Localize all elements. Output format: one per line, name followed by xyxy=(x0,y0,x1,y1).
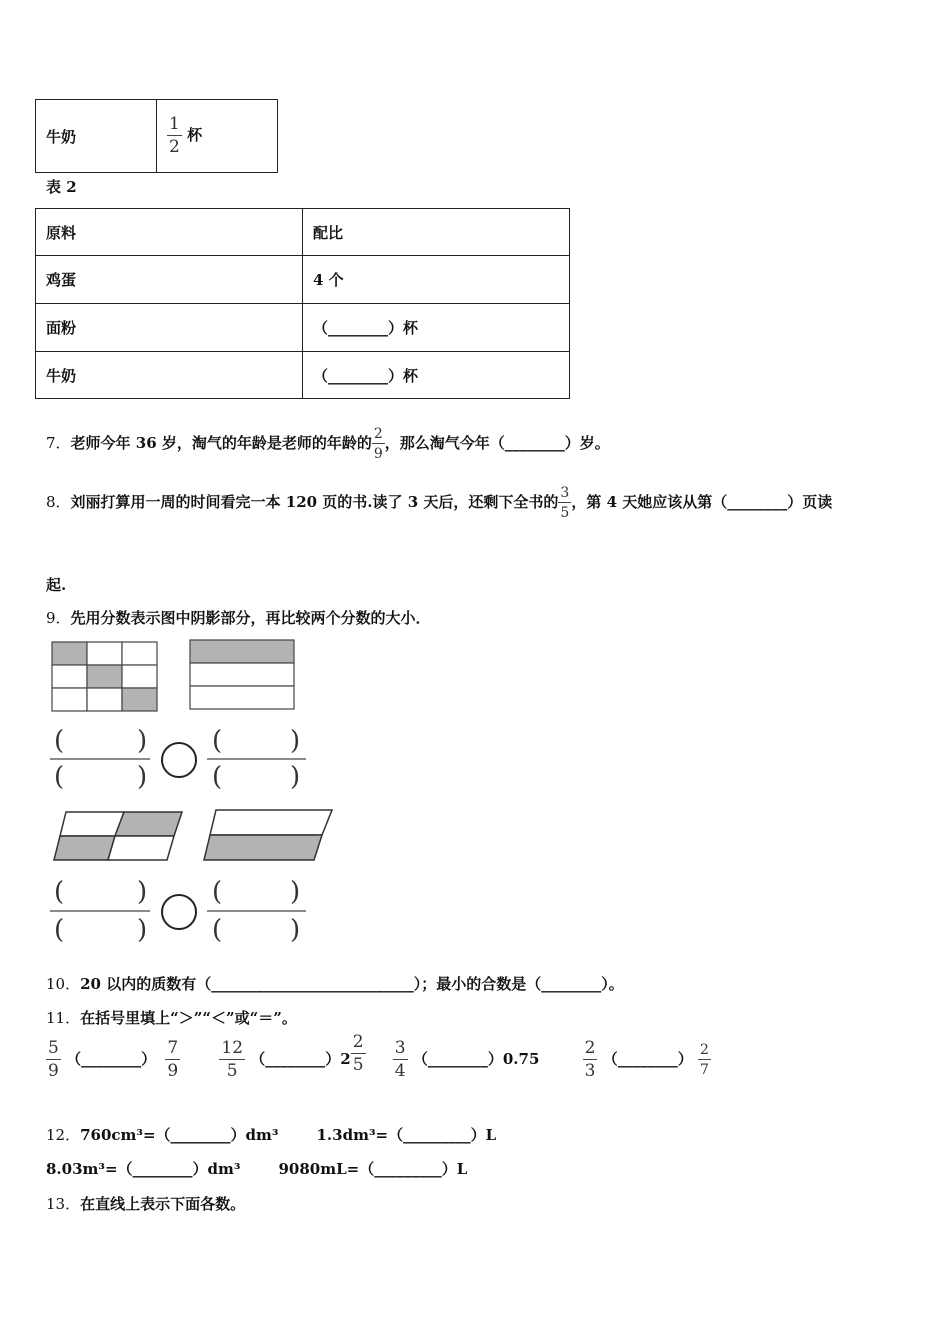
paren-open: ( xyxy=(54,915,65,945)
table-cell: 牛奶 xyxy=(36,100,157,173)
shaded-fraction-figure xyxy=(44,636,340,954)
table-header-cell: 配比 xyxy=(303,209,570,256)
paren-open: ( xyxy=(212,726,223,756)
paren-open: ( xyxy=(212,762,223,792)
paren-close: ) xyxy=(290,726,301,756)
paren-open: ( xyxy=(212,877,223,907)
paren-close: ) xyxy=(290,762,301,792)
table-cell: 牛奶 xyxy=(36,352,303,399)
shaded-cell xyxy=(122,688,157,711)
fraction: $\frac{2}{7}$ xyxy=(699,1042,709,1078)
cell xyxy=(87,688,122,711)
table-cell: $\frac{1}{2}$ 杯 xyxy=(157,100,278,173)
fraction: $\frac{1}{2}$ xyxy=(169,114,180,157)
table-2 xyxy=(35,208,570,399)
compare-row-2 xyxy=(50,877,306,945)
shaded-cell xyxy=(87,665,122,688)
paren-open: ( xyxy=(54,726,65,756)
paren-close: ) xyxy=(137,762,148,792)
question-12: 12．760cm³=（________）dm³ 1.3dm³=（_________）L xyxy=(46,1126,497,1144)
table-2-caption: 表 2 xyxy=(46,178,77,196)
paren-open: ( xyxy=(54,762,65,792)
paren-close: ) xyxy=(137,877,148,907)
cell xyxy=(60,812,124,836)
cell xyxy=(108,836,174,860)
cell xyxy=(87,642,122,665)
table-cell: 4 个 xyxy=(303,256,570,304)
shaded-cell xyxy=(204,835,322,860)
question-10: 10．20 以内的质数有（___________________________）；最小的合数是（________）。 xyxy=(46,975,624,993)
strip-3-rows xyxy=(190,640,294,709)
fraction: $\frac{7}{9}$ xyxy=(167,1038,179,1081)
cell xyxy=(122,642,157,665)
fraction: $\frac{3}{4}$ xyxy=(394,1038,406,1081)
paren-open: ( xyxy=(212,915,223,945)
table-cell: 鸡蛋 xyxy=(36,256,303,304)
fraction: $\frac{5}{9}$ xyxy=(48,1038,59,1081)
fraction: $\frac{12}{5}$ xyxy=(221,1038,244,1081)
paren-close: ) xyxy=(290,877,301,907)
table-cell: 面粉 xyxy=(36,304,303,352)
cell xyxy=(122,665,157,688)
paren-close: ) xyxy=(290,915,301,945)
table-row xyxy=(36,209,570,256)
cell xyxy=(52,688,87,711)
fraction: $\frac{2}{5}$ xyxy=(352,1032,364,1075)
paren-open: ( xyxy=(54,877,65,907)
question-8: 8．刘丽打算用一周的时间看完一本 120 页的书.读了 3 天后，还剩下全书的 $\frac{3}{5}$ ，第 4 天她应该从第（________）页读 xyxy=(46,485,833,521)
parallelogram-2x2 xyxy=(54,812,182,860)
compare-row-1 xyxy=(50,726,306,792)
question-8-continued: 起. xyxy=(46,576,67,594)
fraction: $\frac{3}{5}$ xyxy=(560,485,570,521)
fraction: $\frac{2}{9}$ xyxy=(373,426,383,462)
cell xyxy=(210,810,332,835)
table-header-cell: 原料 xyxy=(36,209,303,256)
table-cell: （________）杯 xyxy=(303,352,570,399)
paren-close: ) xyxy=(137,915,148,945)
table-1 xyxy=(35,99,278,173)
compare-circle xyxy=(162,895,196,929)
table-row xyxy=(36,100,278,173)
question-13: 13．在直线上表示下面各数。 xyxy=(46,1195,246,1213)
paren-close: ) xyxy=(137,726,148,756)
question-9: 9．先用分数表示图中阴影部分，再比较两个分数的大小． xyxy=(46,609,431,627)
question-11: 11．在括号里填上“＞”“＜”或“＝”。 xyxy=(46,1009,297,1027)
table-row xyxy=(36,352,570,399)
shaded-cell xyxy=(54,836,115,860)
compare-circle xyxy=(162,743,196,777)
shaded-cell xyxy=(52,642,87,665)
question-7: 7．老师今年 36 岁，淘气的年龄是老师的年龄的 $\frac{2}{9}$ ，那么淘气今年（________）岁。 xyxy=(46,426,610,462)
cell xyxy=(52,665,87,688)
fraction: $\frac{2}{3}$ xyxy=(584,1038,596,1081)
cell xyxy=(190,686,294,709)
shaded-cell xyxy=(190,640,294,663)
table-row xyxy=(36,256,570,304)
parallelogram-2-rows xyxy=(204,810,332,860)
shaded-cell xyxy=(115,812,182,836)
table-cell: （________）杯 xyxy=(303,304,570,352)
cell xyxy=(190,663,294,686)
table-row xyxy=(36,304,570,352)
question-11-items: $\frac{5}{9}$ （________） $\frac{7}{9}$ $\frac{12}{5}$ （________）2 $\frac{2}{5}$ $\frac{3}{4}$ （________）0.75 $\frac{2}{3}$ （________） $\frac{2}{7}$ xyxy=(48,1032,709,1081)
grid-3x3 xyxy=(52,642,157,711)
question-12-continued: 8.03m³=（________）dm³ 9080mL=（_________）L xyxy=(46,1160,468,1178)
